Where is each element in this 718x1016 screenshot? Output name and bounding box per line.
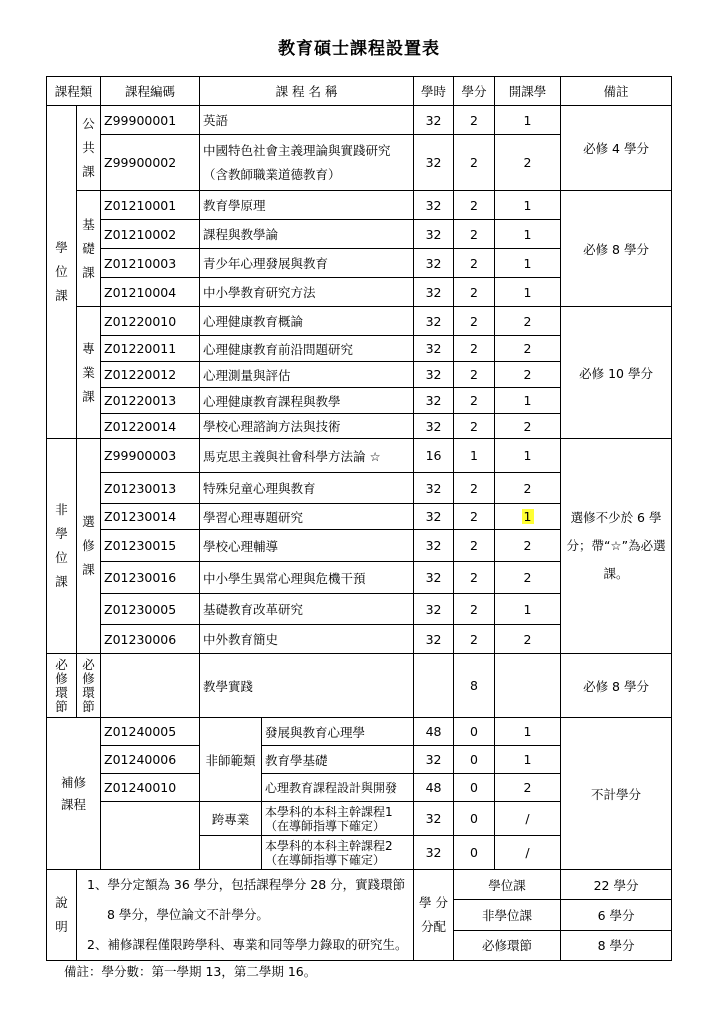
header-code: 課程編碼 — [101, 77, 200, 106]
explanation-label: 說 明 — [47, 870, 77, 961]
highlighted-term: 1 — [523, 509, 532, 524]
course-term: 2 — [495, 625, 561, 654]
course-name: 課程與教學論 — [200, 220, 414, 249]
header-hours: 學時 — [414, 77, 454, 106]
course-hours: 32 — [414, 530, 454, 562]
course-code: Z01210002 — [101, 220, 200, 249]
course-term: 1 — [495, 746, 561, 774]
course-name: 心理測量與評估 — [200, 362, 414, 388]
remark-elective: 選修不少於 6 學分；帶“☆”為必選課。 — [561, 439, 672, 654]
header-name: 課 程 名 稱 — [200, 77, 414, 106]
course-term: 2 — [495, 414, 561, 439]
header-term: 開課學 — [495, 77, 561, 106]
course-credits: 0 — [454, 746, 495, 774]
course-name: 心理教育課程設計與開發 — [262, 774, 414, 802]
footnote: 備註：學分數：第一學期 13，第二學期 16。 — [64, 964, 317, 979]
course-hours: 32 — [414, 414, 454, 439]
course-code: Z01220012 — [101, 362, 200, 388]
course-code: Z01220014 — [101, 414, 200, 439]
course-name: 心理健康教育前沿問題研究 — [200, 336, 414, 362]
course-credits: 2 — [454, 562, 495, 594]
remark-supplementary: 不計學分 — [561, 718, 672, 870]
course-table — [46, 76, 672, 961]
course-hours: 32 — [414, 836, 454, 870]
course-term: 1 — [495, 594, 561, 625]
course-code: Z01230006 — [101, 625, 200, 654]
course-name: 教學實踐 — [200, 654, 414, 718]
course-sub-empty — [200, 836, 262, 870]
table-row — [47, 439, 672, 473]
course-code: Z99900003 — [101, 439, 200, 473]
explanation-text — [77, 870, 414, 961]
course-term: 2 — [495, 336, 561, 362]
course-credits: 2 — [454, 414, 495, 439]
course-credits: 2 — [454, 307, 495, 336]
course-hours: 32 — [414, 504, 454, 530]
course-code: Z01220013 — [101, 388, 200, 414]
course-term: 1 — [495, 718, 561, 746]
course-code: Z01210004 — [101, 278, 200, 307]
group-required-sub: 必 修 環 節 — [77, 654, 101, 718]
course-hours: 32 — [414, 135, 454, 191]
course-credits: 2 — [454, 594, 495, 625]
course-name: 學習心理專題研究 — [200, 504, 414, 530]
course-hours: 32 — [414, 802, 454, 836]
table-row — [47, 191, 672, 220]
distribution-value: 8 學分 — [561, 930, 672, 960]
course-credits: 0 — [454, 802, 495, 836]
course-code: Z01240005 — [101, 718, 200, 746]
remark-practice: 必修 8 學分 — [561, 654, 672, 718]
distribution-value: 22 學分 — [561, 870, 672, 900]
course-code: Z01220010 — [101, 307, 200, 336]
course-hours: 16 — [414, 439, 454, 473]
distribution-label: 學位課 — [454, 870, 561, 900]
course-hours: 32 — [414, 249, 454, 278]
course-hours — [414, 654, 454, 718]
distribution-label: 必修環節 — [454, 930, 561, 960]
explanation-row — [47, 870, 672, 900]
course-term — [495, 504, 561, 530]
course-credits: 2 — [454, 388, 495, 414]
course-credits: 2 — [454, 249, 495, 278]
explanation-line2: 8 學分，學位論文不計學分。 — [107, 907, 269, 922]
course-term — [495, 654, 561, 718]
course-name: 中小學教育研究方法 — [200, 278, 414, 307]
course-name: 本學科的本科主幹課程2（在導師指導下確定） — [262, 836, 414, 870]
credit-distribution-label: 學 分 分配 — [414, 870, 454, 961]
distribution-label: 非學位課 — [454, 900, 561, 930]
remark-basic: 必修 8 學分 — [561, 191, 672, 307]
course-credits: 1 — [454, 439, 495, 473]
course-term: / — [495, 802, 561, 836]
course-name: 本學科的本科主幹課程1（在導師指導下確定） — [262, 802, 414, 836]
group-supplementary: 補修 課程 — [47, 718, 101, 870]
course-term: 1 — [495, 439, 561, 473]
course-term: 1 — [495, 249, 561, 278]
course-credits: 0 — [454, 774, 495, 802]
course-name: 心理健康教育概論 — [200, 307, 414, 336]
course-name: 特殊兒童心理與教育 — [200, 473, 414, 504]
header-remarks: 備註 — [561, 77, 672, 106]
course-term: 1 — [495, 191, 561, 220]
course-name — [200, 135, 414, 191]
course-name: 心理健康教育課程與教學 — [200, 388, 414, 414]
course-credits: 0 — [454, 836, 495, 870]
course-name: 學校心理輔導 — [200, 530, 414, 562]
course-hours: 48 — [414, 774, 454, 802]
course-name: 中外教育簡史 — [200, 625, 414, 654]
course-term: 2 — [495, 135, 561, 191]
group-elective: 選 修 課 — [77, 439, 101, 654]
course-code: Z01210003 — [101, 249, 200, 278]
course-credits: 2 — [454, 625, 495, 654]
course-credits: 2 — [454, 220, 495, 249]
course-name: 馬克思主義與社會科學方法論 ☆ — [200, 439, 414, 473]
course-credits: 2 — [454, 530, 495, 562]
course-code — [101, 654, 200, 718]
header-credits: 學分 — [454, 77, 495, 106]
course-code — [101, 802, 200, 870]
course-hours: 32 — [414, 220, 454, 249]
course-hours: 32 — [414, 362, 454, 388]
course-credits: 8 — [454, 654, 495, 718]
course-code: Z99900002 — [101, 135, 200, 191]
course-credits: 2 — [454, 473, 495, 504]
course-credits: 2 — [454, 336, 495, 362]
course-hours: 32 — [414, 388, 454, 414]
course-code: Z01210001 — [101, 191, 200, 220]
course-term: 1 — [495, 106, 561, 135]
course-hours: 32 — [414, 106, 454, 135]
course-name: 發展與教育心理學 — [262, 718, 414, 746]
course-hours: 32 — [414, 191, 454, 220]
course-name: 英語 — [200, 106, 414, 135]
course-hours: 32 — [414, 746, 454, 774]
group-basic: 基 礎 課 — [77, 191, 101, 307]
course-term: 2 — [495, 362, 561, 388]
course-code: Z01230013 — [101, 473, 200, 504]
course-term: 2 — [495, 307, 561, 336]
group-nondegree: 非 學 位 課 — [47, 439, 77, 654]
distribution-value: 6 學分 — [561, 900, 672, 930]
explanation-line3: 2、補修課程僅限跨學科、專業和同等學力錄取的研究生。 — [87, 937, 408, 952]
course-code: Z01230014 — [101, 504, 200, 530]
course-name: 教育學原理 — [200, 191, 414, 220]
course-hours: 32 — [414, 307, 454, 336]
course-term: 2 — [495, 530, 561, 562]
group-public: 公 共 課 — [77, 106, 101, 191]
course-term: 2 — [495, 774, 561, 802]
course-name-line2: （含教師職業道德教育） — [203, 166, 341, 182]
table-row — [47, 307, 672, 336]
remark-public: 必修 4 學分 — [561, 106, 672, 191]
course-hours: 32 — [414, 473, 454, 504]
course-hours: 48 — [414, 718, 454, 746]
course-name: 青少年心理發展與教育 — [200, 249, 414, 278]
course-hours: 32 — [414, 278, 454, 307]
group-non-normal: 非師範類 — [200, 718, 262, 802]
course-credits: 2 — [454, 135, 495, 191]
course-hours: 32 — [414, 336, 454, 362]
table-row — [47, 654, 672, 718]
table-row — [47, 106, 672, 135]
course-credits: 2 — [454, 362, 495, 388]
group-major: 專 業 課 — [77, 307, 101, 439]
course-name-line1: 中國特色社會主義理論與實踐研究 — [203, 142, 391, 158]
course-code: Z99900001 — [101, 106, 200, 135]
course-term: 1 — [495, 278, 561, 307]
group-cross-major: 跨專業 — [200, 802, 262, 836]
course-hours: 32 — [414, 594, 454, 625]
course-credits: 2 — [454, 106, 495, 135]
course-code: Z01240006 — [101, 746, 200, 774]
course-code: Z01220011 — [101, 336, 200, 362]
course-name: 基礎教育改革研究 — [200, 594, 414, 625]
course-term: 2 — [495, 562, 561, 594]
table-row — [47, 718, 672, 746]
page-title: 教育碩士課程設置表 — [278, 39, 440, 59]
course-credits: 2 — [454, 278, 495, 307]
group-required: 必 修 環 節 — [47, 654, 77, 718]
course-name: 教育學基礎 — [262, 746, 414, 774]
course-code: Z01230005 — [101, 594, 200, 625]
course-name: 中小學生異常心理與危機干預 — [200, 562, 414, 594]
course-hours: 32 — [414, 562, 454, 594]
course-code: Z01230016 — [101, 562, 200, 594]
course-code: Z01240010 — [101, 774, 200, 802]
course-term: 2 — [495, 473, 561, 504]
course-term: 1 — [495, 220, 561, 249]
group-degree: 學 位 課 — [47, 106, 77, 439]
remark-major: 必修 10 學分 — [561, 307, 672, 439]
course-credits: 2 — [454, 504, 495, 530]
header-category: 課程類 — [47, 77, 101, 106]
course-code: Z01230015 — [101, 530, 200, 562]
course-term: / — [495, 836, 561, 870]
table-header — [47, 77, 672, 106]
course-name: 學校心理諮詢方法與技術 — [200, 414, 414, 439]
course-term: 1 — [495, 388, 561, 414]
course-credits: 0 — [454, 718, 495, 746]
course-credits: 2 — [454, 191, 495, 220]
course-hours: 32 — [414, 625, 454, 654]
explanation-line1: 1、學分定額為 36 學分，包括課程學分 28 分，實踐環節 — [87, 877, 406, 892]
